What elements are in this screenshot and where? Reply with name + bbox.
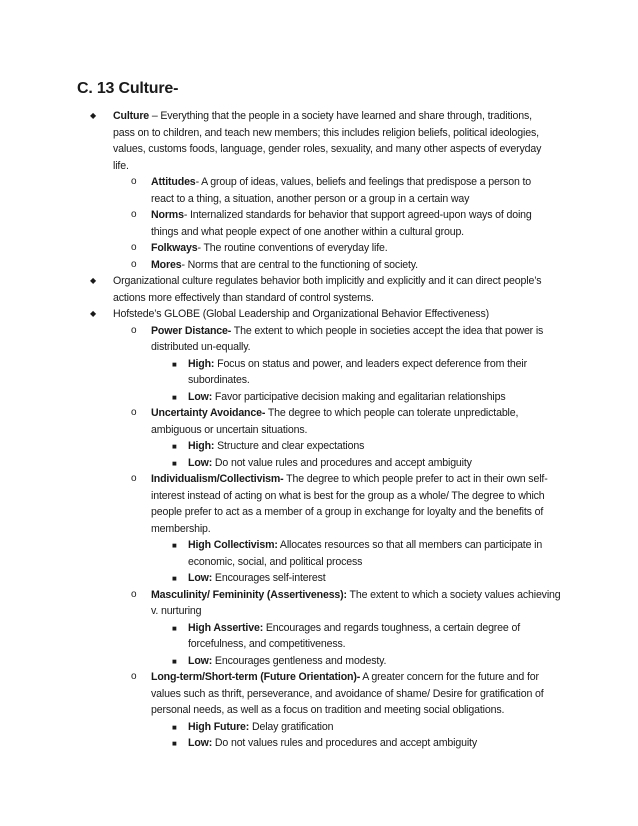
outline-line <box>0 620 638 637</box>
line-text: Allocates resources so that all members can participate in <box>277 539 543 551</box>
term-label: Norms <box>151 209 184 221</box>
line-text: - A group of ideas, values, beliefs and feelings that predispose a person to <box>195 176 532 188</box>
line-text: Hofstede’s GLOBE (Global Leadership and Organizational Behavior Effectiveness) <box>113 308 489 320</box>
square-bullet-icon: ■ <box>172 574 177 583</box>
term-label: Folkways <box>151 242 198 254</box>
circle-bullet-icon: o <box>131 324 137 336</box>
term-label: Low: <box>188 654 213 667</box>
outline-line <box>0 521 638 538</box>
line-text: ambiguous or uncertain situations. <box>151 423 308 436</box>
outline-line <box>0 488 638 505</box>
square-bullet-icon: ■ <box>172 541 177 550</box>
line-text: forcefulness, and competitiveness. <box>188 638 346 650</box>
term-label: Low: <box>188 390 213 403</box>
circle-bullet-icon: o <box>131 258 137 270</box>
diamond-bullet-icon: ◆ <box>90 276 97 285</box>
outline-line <box>0 290 638 307</box>
outline-line <box>0 372 638 389</box>
outline-line <box>0 603 638 620</box>
line-text: Favor participative decision making and egalitarian relationships <box>212 390 506 403</box>
term-label: Long-term/Short-term (Future Orientation)- <box>151 671 361 683</box>
line-text: – Everything that the people in a society have learned and share through, traditions, <box>149 110 532 122</box>
term-label: Power Distance- <box>151 324 232 337</box>
term-label: High: <box>188 357 215 370</box>
outline-line <box>0 587 638 604</box>
outline-line <box>0 174 638 191</box>
line-text: Do not values rules and procedures and accept ambiguity <box>212 737 477 749</box>
diamond-bullet-icon: ◆ <box>90 111 97 120</box>
outline-line <box>0 504 638 521</box>
diamond-bullet-icon: ◆ <box>90 309 97 318</box>
line-text: Focus on status and power, and leaders expect deference from their <box>214 357 527 370</box>
term-label: Mores <box>151 258 182 271</box>
outline-line <box>0 389 638 406</box>
outline-line <box>0 257 638 274</box>
term-label: Low: <box>188 737 213 749</box>
outline-line <box>0 537 638 554</box>
line-text: The extent to which a society values achieving <box>346 588 561 601</box>
outline-line <box>0 240 638 257</box>
square-bullet-icon: ■ <box>172 392 177 402</box>
line-text: Encourages gentleness and modesty. <box>212 654 387 667</box>
square-bullet-icon: ■ <box>172 656 177 666</box>
outline-line <box>0 471 638 488</box>
line-text: - The routine conventions of everyday life. <box>197 242 388 254</box>
outline-line <box>0 306 638 323</box>
line-text: subordinates. <box>188 374 250 386</box>
outline-line <box>0 405 638 422</box>
outline-line <box>0 141 638 158</box>
line-text: The degree to which people prefer to act in their own self- <box>283 473 548 485</box>
line-text: personal needs, as well as a focus on tradition and meeting social obligations. <box>151 704 505 716</box>
outline-line <box>0 224 638 241</box>
line-text: pass on to children, and teach new members; this includes religion beliefs, political ideologies, <box>113 126 539 139</box>
outline-line <box>0 339 638 356</box>
outline-line <box>0 273 638 290</box>
outline-line <box>0 636 638 653</box>
line-text: economic, social, and political process <box>188 555 363 568</box>
term-label: Individualism/Collectivism- <box>151 473 284 485</box>
line-text: actions more effectively than standard of control systems. <box>113 291 374 304</box>
line-text: membership. <box>151 522 211 535</box>
term-label: Masculinity/ Femininity (Assertiveness): <box>151 588 347 601</box>
line-text: Do not value rules and procedures and accept ambiguity <box>212 456 472 469</box>
outline-line <box>0 207 638 224</box>
circle-bullet-icon: o <box>131 209 137 220</box>
line-text: A greater concern for the future and for <box>360 671 539 683</box>
term-label: High: <box>188 440 215 452</box>
line-text: distributed un-equally. <box>151 341 251 353</box>
line-text: The degree to which people can tolerate unpredictable, <box>265 407 519 419</box>
circle-bullet-icon: o <box>131 407 137 418</box>
page-title: C. 13 Culture- <box>77 80 179 97</box>
line-text: - Internalized standards for behavior that support agreed-upon ways of doing <box>183 209 532 221</box>
line-text: Organizational culture regulates behavior both implicitly and explicitly and it can direct people’s <box>113 275 542 287</box>
outline-line <box>0 191 638 208</box>
circle-bullet-icon: o <box>131 588 137 600</box>
outline-line <box>0 735 638 752</box>
line-text: values such as thrift, perseverance, and avoidance of shame/ Desire for gratification of <box>151 687 544 700</box>
line-text: The extent to which people in societies accept the idea that power is <box>231 324 544 337</box>
outline-line <box>0 669 638 686</box>
square-bullet-icon: ■ <box>172 722 177 732</box>
circle-bullet-icon: o <box>131 176 137 187</box>
line-text: Encourages self-interest <box>212 572 326 584</box>
line-text: interest instead of acting on what is best for the group as a whole/ The degree to which <box>151 489 545 502</box>
outline-line <box>0 702 638 719</box>
line-text: Structure and clear expectations <box>214 440 365 452</box>
outline-line <box>0 554 638 571</box>
term-label: High Assertive: <box>188 621 264 634</box>
square-bullet-icon: ■ <box>172 623 177 633</box>
line-text: v. nurturing <box>151 605 202 617</box>
outline-line <box>0 422 638 439</box>
line-text: values, customs foods, language, gender roles, sexuality, and many other aspects of everyday <box>113 143 542 155</box>
circle-bullet-icon: o <box>131 671 137 682</box>
circle-bullet-icon: o <box>131 242 137 253</box>
term-label: Uncertainty Avoidance- <box>151 407 266 419</box>
square-bullet-icon: ■ <box>172 739 177 748</box>
line-text: things and what people expect of one another within a cultural group. <box>151 225 464 238</box>
line-text: people prefer to act as a member of a group in exchange for loyalty and the benefits of <box>151 506 544 518</box>
line-text: Encourages and regards toughness, a certain degree of <box>263 621 520 634</box>
outline-line <box>0 125 638 142</box>
outline-line <box>0 570 638 587</box>
outline-line <box>0 653 638 670</box>
outline-line <box>0 323 638 340</box>
outline-line <box>0 158 638 175</box>
line-text: - Norms that are central to the functioning of society. <box>181 258 418 271</box>
square-bullet-icon: ■ <box>172 442 177 451</box>
line-text: Delay gratification <box>249 720 334 733</box>
term-label: High Future: <box>188 720 250 733</box>
line-text: life. <box>113 159 129 172</box>
line-text: react to a thing, a situation, another person or a group in a certain way <box>151 192 470 205</box>
outline-line <box>0 455 638 472</box>
outline-line <box>0 719 638 736</box>
term-label: Attitudes <box>151 176 196 188</box>
term-label: Low: <box>188 456 213 469</box>
document-body <box>0 108 638 752</box>
outline-line <box>0 438 638 455</box>
term-label: Low: <box>188 572 213 584</box>
circle-bullet-icon: o <box>131 473 137 484</box>
square-bullet-icon: ■ <box>172 359 177 369</box>
outline-line <box>0 108 638 125</box>
outline-line <box>0 686 638 703</box>
square-bullet-icon: ■ <box>172 458 177 468</box>
outline-line <box>0 356 638 373</box>
term-label: Culture <box>113 110 150 122</box>
term-label: High Collectivism: <box>188 539 278 551</box>
